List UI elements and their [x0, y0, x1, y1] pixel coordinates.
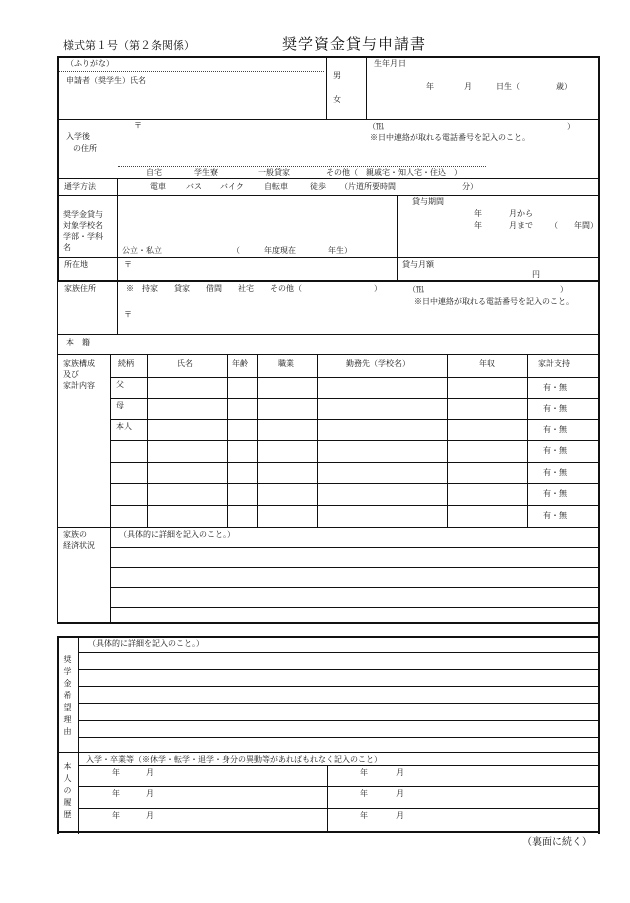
address-field[interactable]: [118, 132, 358, 162]
postal-mark: 〒: [134, 121, 142, 130]
tel-open: （℡: [368, 122, 384, 131]
history-month: 月: [146, 768, 154, 777]
school-year-current: （ 年度現在 年生）: [232, 246, 352, 255]
period-to-month: 月まで: [509, 221, 533, 230]
furigana-label: （ふりがな）: [66, 59, 114, 68]
col-header-age: 年齢: [232, 359, 248, 368]
family-tel-note: ※日中連絡が取れる電話番号を記入のこと。: [414, 297, 574, 306]
loan-period-label: 貸与期間: [412, 197, 444, 206]
relation-cell: 母: [116, 401, 124, 410]
school-location-field[interactable]: [118, 259, 394, 279]
applicant-name-label: 申請者（奨学生）氏名: [66, 76, 146, 85]
history-month: 月: [146, 789, 154, 798]
period-to-year: 年: [474, 221, 482, 230]
commute-train[interactable]: 電車: [150, 182, 166, 191]
economic-label-1: 家族の: [63, 530, 87, 539]
reason-note: （具体的に詳細を記入のこと。）: [88, 639, 204, 648]
public-private[interactable]: 公立・私立: [122, 246, 162, 255]
support-choice[interactable]: 有・無: [543, 425, 567, 434]
family-address-label: 家族住所: [64, 284, 96, 293]
commute-bike[interactable]: バイク: [220, 182, 244, 191]
school-label-1: 奨学金貸与: [63, 210, 103, 219]
history-year: 年: [112, 768, 120, 777]
history-year: 年: [112, 789, 120, 798]
economic-note: （具体的に詳細を記入のこと。）: [119, 530, 235, 539]
history-note: 入学・卒業等（※休学・転学・退学・身分の異動等があればもれなく記入のこと）: [86, 755, 382, 764]
relation-cell: 本人: [116, 422, 132, 431]
birth-label: 生年月日: [374, 59, 406, 68]
family-postal: 〒: [124, 310, 132, 319]
commute-minutes-label: 分）: [462, 182, 478, 191]
support-choice[interactable]: 有・無: [543, 446, 567, 455]
birth-month-label: 月: [464, 82, 472, 91]
address-label-1: 入学後: [66, 132, 90, 141]
col-header-name: 氏名: [177, 359, 193, 368]
form-number: 様式第１号（第２条関係）: [63, 39, 195, 52]
history-month: 月: [146, 811, 154, 820]
birth-year-label: 年: [426, 82, 434, 91]
residence-type-home[interactable]: 自宅: [146, 168, 162, 177]
family-housing-options[interactable]: ※ 持家 貸家 借間 社宅 その他（ ）: [126, 284, 382, 293]
history-year: 年: [112, 811, 120, 820]
support-choice[interactable]: 有・無: [543, 511, 567, 520]
period-from-year: 年: [474, 209, 482, 218]
family-table-label-1: 家族構成: [63, 359, 95, 368]
support-choice[interactable]: 有・無: [543, 404, 567, 413]
commute-label: 通学方法: [64, 182, 96, 191]
age-label: 歳）: [556, 82, 572, 91]
economic-label-2: 経済状況: [63, 541, 95, 550]
relation-cell: 父: [116, 380, 124, 389]
period-from-month: 月から: [509, 209, 533, 218]
applicant-name-field[interactable]: [150, 74, 320, 116]
family-tel-close: ）: [560, 285, 568, 294]
support-choice[interactable]: 有・無: [543, 468, 567, 477]
support-choice[interactable]: 有・無: [543, 383, 567, 392]
history-month: 月: [396, 789, 404, 798]
commute-time-label: （片道所要時間: [340, 182, 396, 191]
family-address-field[interactable]: [118, 308, 394, 332]
history-month: 月: [396, 811, 404, 820]
continued-on-back: （裏面に続く）: [522, 837, 592, 848]
col-header-support: 家計支持: [538, 359, 570, 368]
birth-day-label: 日生（: [496, 82, 520, 91]
domicile-label: 本 籍: [66, 338, 90, 347]
col-header-relation: 続柄: [118, 359, 134, 368]
family-table-label-3: 家計内容: [63, 381, 95, 390]
economic-field[interactable]: [112, 548, 596, 620]
tel-close: ）: [567, 122, 575, 131]
family-table-label-2: 及び: [63, 370, 79, 379]
gender-female[interactable]: 女: [333, 95, 341, 104]
history-month: 月: [396, 768, 404, 777]
reason-field[interactable]: [80, 653, 596, 750]
col-header-income: 年収: [479, 359, 495, 368]
family-tel-open: （℡: [408, 285, 424, 294]
domicile-field[interactable]: [118, 336, 596, 352]
support-choice[interactable]: 有・無: [543, 489, 567, 498]
residence-type-dorm[interactable]: 学生寮: [194, 168, 218, 177]
page-title: 奨学資金貸与申請書: [282, 35, 427, 53]
gender-male[interactable]: 男: [333, 71, 341, 80]
residence-type-rental[interactable]: 一般貸家: [258, 168, 290, 177]
history-year: 年: [360, 768, 368, 777]
history-year: 年: [360, 789, 368, 798]
period-years: （ 年間）: [550, 221, 598, 230]
col-header-workplace: 勤務先（学校名）: [346, 359, 410, 368]
residence-type-other[interactable]: その他（ 親戚宅・知人宅・住込 ）: [326, 168, 462, 177]
yen-label: 円: [532, 270, 540, 279]
location-label: 所在地: [64, 260, 88, 269]
school-label-4: 名: [63, 243, 71, 252]
school-label-3: 学部・学科: [63, 232, 103, 241]
location-postal: 〒: [124, 260, 132, 269]
monthly-amount-label: 貸与月額: [402, 260, 434, 269]
address-label-2: の住所: [73, 144, 97, 153]
commute-walk[interactable]: 徒歩: [310, 182, 326, 191]
school-name-field[interactable]: [118, 198, 394, 240]
commute-bus[interactable]: バス: [186, 182, 202, 191]
tel-note: ※日中連絡が取れる電話番号を記入のこと。: [370, 133, 530, 142]
school-label-2: 対象学校名: [63, 221, 103, 230]
commute-bicycle[interactable]: 自転車: [264, 182, 288, 191]
history-year: 年: [360, 811, 368, 820]
history-label: 本人の履歴: [63, 762, 72, 822]
reason-label: 奨学金希望理由: [63, 655, 72, 739]
col-header-occupation: 職業: [278, 359, 294, 368]
